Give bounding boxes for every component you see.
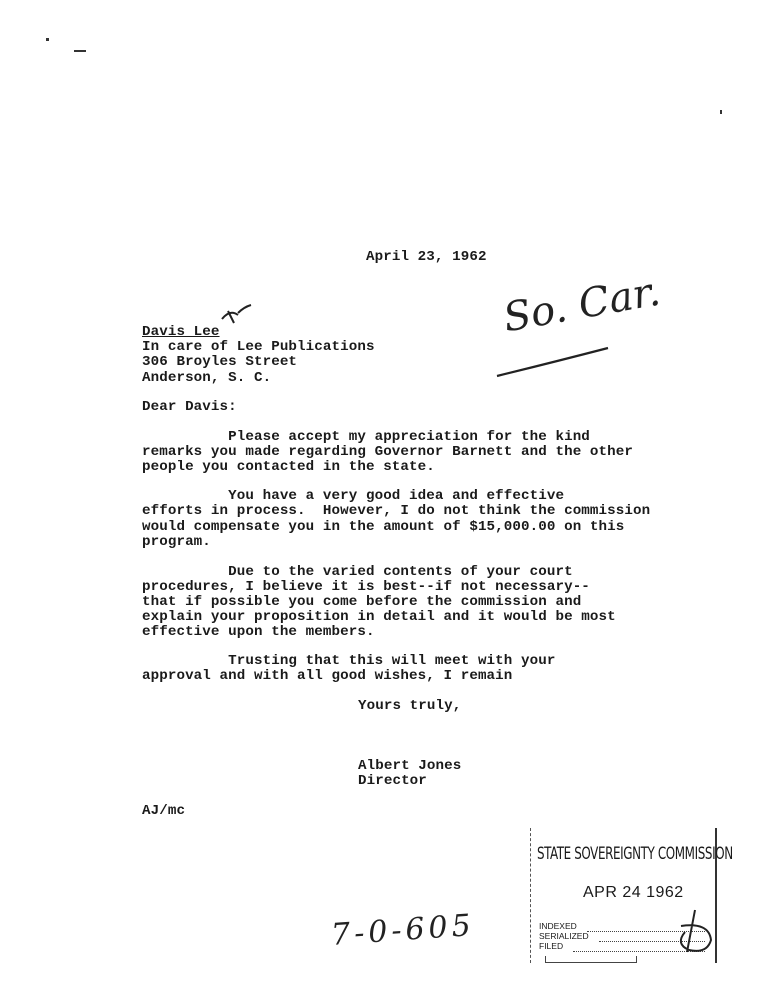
stamp-filed-label: FILED (539, 941, 564, 951)
recipient-line-4: Anderson, S. C. (142, 370, 272, 386)
scan-speck (46, 38, 49, 41)
paragraph-2-line-1: You have a very good idea and effective (142, 488, 565, 504)
received-stamp (530, 828, 733, 963)
stamp-title: STATE SOVEREIGNTY COMMISSION (537, 844, 733, 864)
handwritten-file-number: 7-0-605 (330, 907, 476, 953)
stamp-bottom-box (545, 956, 637, 963)
typist-initials: AJ/mc (142, 803, 186, 819)
check-mark (218, 303, 254, 325)
paragraph-3-line-3: that if possible you come before the commission and (142, 594, 582, 610)
stamp-indexed-label: INDEXED (539, 921, 577, 931)
paragraph-1-line-1: Please accept my appreciation for the kind (142, 429, 590, 445)
closing: Yours truly, (358, 698, 462, 714)
paragraph-1-line-3: people you contacted in the state. (142, 459, 435, 475)
paragraph-1-line-2: remarks you made regarding Governor Barnett and the other (142, 444, 633, 460)
paragraph-2-line-4: program. (142, 534, 211, 550)
paragraph-2-line-2: efforts in process. However, I do not think the commission (142, 503, 651, 519)
signer-title: Director (358, 773, 427, 789)
handwritten-note: So. Car. (500, 268, 664, 342)
salutation: Dear Davis: (142, 399, 237, 415)
paragraph-3-line-4: explain your proposition in detail and it would be most (142, 609, 616, 625)
scan-speck (720, 110, 722, 114)
recipient-line-2: In care of Lee Publications (142, 339, 375, 355)
scan-speck (74, 50, 86, 52)
paragraph-2-line-3: would compensate you in the amount of $15,000.00 on this (142, 519, 625, 535)
stamp-initial-scribble (669, 906, 717, 958)
recipient-line-3: 306 Broyles Street (142, 354, 298, 370)
paragraph-4-line-1: Trusting that this will meet with your (142, 653, 556, 669)
paragraph-3-line-2: procedures, I believe it is best--if not necessary-- (142, 579, 590, 595)
stamp-serialized-label: SERIALIZED (539, 931, 589, 941)
signer-name: Albert Jones (358, 758, 462, 774)
paragraph-4-line-2: approval and with all good wishes, I remain (142, 668, 513, 684)
recipient-name: Davis Lee (142, 324, 220, 340)
letter-date: April 23, 1962 (366, 249, 487, 265)
handwritten-underline (494, 340, 614, 380)
stamp-date: APR 24 1962 (583, 884, 684, 901)
paragraph-3-line-5: effective upon the members. (142, 624, 375, 640)
paragraph-3-line-1: Due to the varied contents of your court (142, 564, 573, 580)
